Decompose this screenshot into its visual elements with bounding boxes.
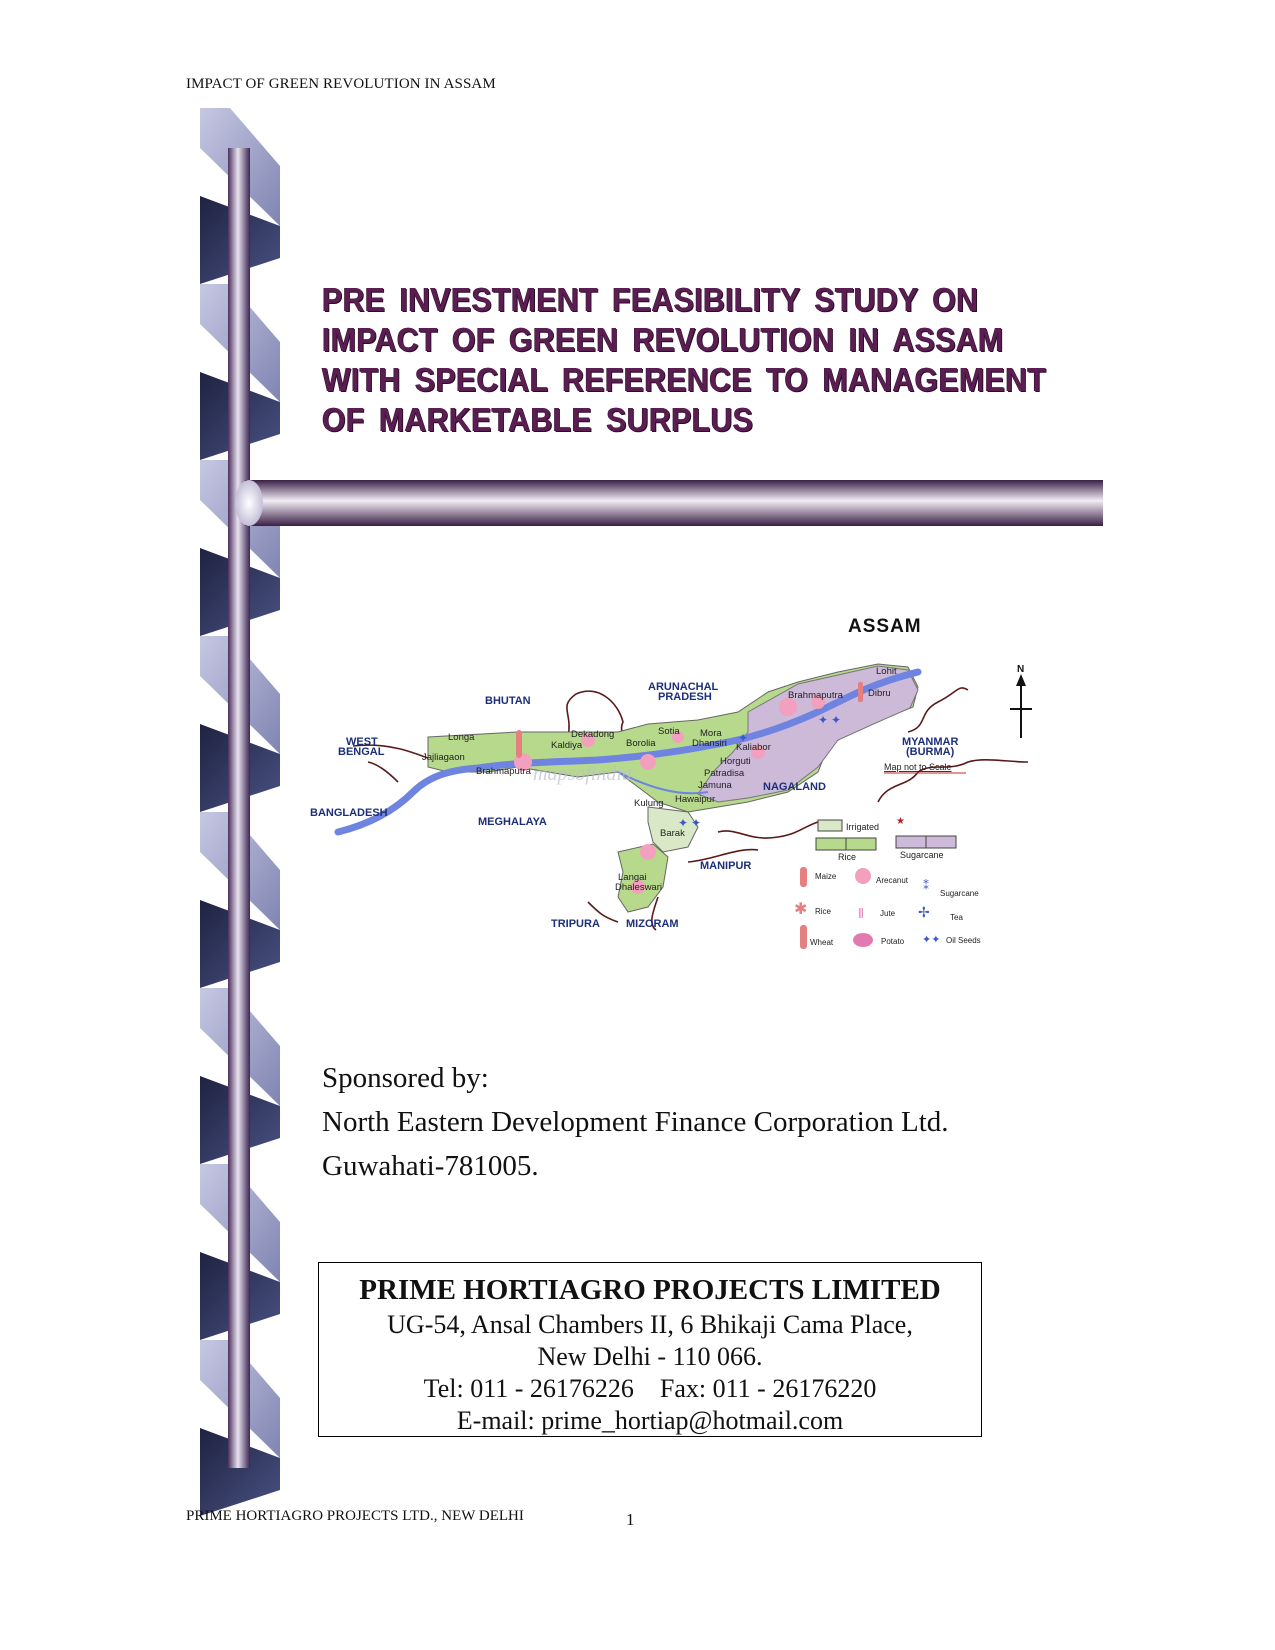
svg-text:✦✦: ✦✦ [922,934,941,946]
legend-potato: Potato [881,937,905,946]
label-west-bengal: WEST [346,736,378,748]
place-label: Dibru [868,688,891,699]
svg-text:N: N [1017,664,1025,675]
running-head: IMPACT OF GREEN REVOLUTION IN ASSAM [186,76,496,92]
place-label: Dekadong [571,729,615,740]
legend-oil-seeds: Oil Seeds [946,936,981,945]
label-meghalaya: MEGHALAYA [478,816,547,828]
place-label: Horguti [720,756,751,767]
place-label: Langai [618,872,647,883]
legend-wheat: Wheat [810,938,834,947]
place-label: Brahmaputra [476,766,531,777]
svg-text:★: ★ [896,816,905,827]
title-line: IMPACT OF GREEN REVOLUTION IN ASSAM [322,321,1004,358]
legend-arecanut: Arecanut [876,876,909,885]
label-manipur: MANIPUR [700,860,752,872]
label-mizoram: MIZORAM [626,918,679,930]
label-arunachal-2: PRADESH [658,691,712,703]
svg-text:✦: ✦ [738,731,749,745]
decorative-spiral-pole [200,148,290,1468]
label-tripura: TRIPURA [551,918,600,930]
place-label: Longa [448,732,475,743]
label-west-bengal-2: BENGAL [338,746,385,758]
place-label: Kulung [634,798,664,809]
place-label: Jajliagaon [422,752,465,763]
place-label: Kaliabor [736,742,771,753]
sponsor-city: Guwahati-781005. [322,1150,539,1182]
legend-irrigated: Irrigated [846,822,880,832]
sponsor-block [322,1056,949,1188]
place-label: Dhaleswari [615,882,662,893]
assam-crop-map [310,612,1048,1012]
place-label: Kaldiya [551,740,583,751]
place-label: Borolia [626,738,656,749]
label-myanmar: MYANMAR [902,736,959,748]
legend-sugarcane: Sugarcane [940,889,979,898]
decorative-horizontal-bar [235,478,1103,528]
north-arrow-icon [1010,664,1032,738]
label-bhutan: BHUTAN [485,695,531,707]
map-watermark: mapsofindia [533,763,632,785]
map-legend [794,816,981,949]
sponsor-organization: North Eastern Development Finance Corporation Ltd. [322,1106,949,1138]
company-address-box [318,1262,982,1437]
title-line: OF MARKETABLE SURPLUS [322,401,754,438]
place-label: Dhansiri [692,738,727,749]
place-label: Brahmaputra [788,690,843,701]
legend-tea: Tea [950,913,963,922]
map-title: ASSAM [848,616,922,637]
place-label: Mora [700,728,722,739]
title-line: WITH SPECIAL REFERENCE TO MANAGEMENT [322,361,1047,398]
legend-sugarcane-area: Sugarcane [900,850,944,860]
svg-text:✱: ✱ [794,901,808,918]
label-arunachal: ARUNACHAL [648,681,719,693]
label-nagaland: NAGALAND [763,781,826,793]
svg-text:✦ ✦: ✦ ✦ [818,713,842,727]
legend-maize: Maize [815,872,837,881]
place-label: Hawaipur [675,794,716,805]
legend-rice: Rice [815,907,832,916]
legend-rice-area: Rice [838,852,857,862]
place-label: Sotia [658,726,680,737]
page-number: 1 [626,1510,635,1529]
place-label: Barak [660,828,685,839]
company-email: E-mail: prime_hortiap@hotmail.com [456,1406,844,1435]
company-address-line: New Delhi - 110 066. [537,1342,763,1371]
label-myanmar-2: (BURMA) [906,746,955,758]
place-label: Jamuna [698,780,732,791]
company-phone: Tel: 011 - 26176226 Fax: 011 - 26176220 [423,1374,877,1403]
document-title [322,280,1047,440]
place-label: Lohit [876,666,897,677]
company-name: PRIME HORTIAGRO PROJECTS LIMITED [359,1274,941,1306]
map-scale-note: Map not to Scale [884,762,952,772]
company-address-line: UG-54, Ansal Chambers II, 6 Bhikaji Cama Place, [387,1310,913,1339]
label-bangladesh: BANGLADESH [310,807,388,819]
legend-jute: Jute [880,909,896,918]
svg-text:⦀: ⦀ [858,906,864,921]
svg-text:✦ ✦: ✦ ✦ [678,816,702,830]
footer-company: PRIME HORTIAGRO PROJECTS LTD., NEW DELHI [186,1508,524,1524]
sponsor-label: Sponsored by: [322,1062,489,1094]
svg-text:✢: ✢ [918,906,930,921]
title-line: PRE INVESTMENT FEASIBILITY STUDY ON [322,281,979,318]
place-label: Patradisa [704,768,745,779]
svg-text:⁑: ⁑ [923,879,929,893]
